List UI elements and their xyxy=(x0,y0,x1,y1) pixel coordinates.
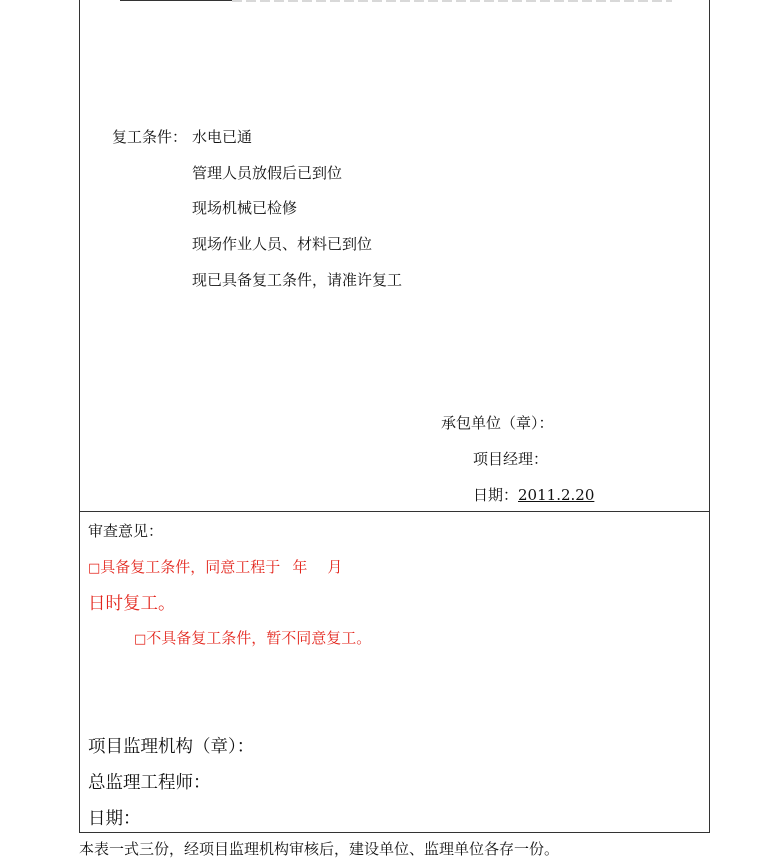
form-table-border xyxy=(79,0,710,833)
condition-item: 现场机械已检修 xyxy=(192,199,298,217)
application-date xyxy=(473,484,594,505)
application-date-label: 日期： xyxy=(473,486,519,504)
cropped-top-text-line xyxy=(232,0,672,2)
chief-engineer-label: 总监理工程师： xyxy=(88,773,211,793)
contractor-seal-label: 承包单位（章）： xyxy=(441,414,554,432)
reject-option xyxy=(134,627,371,648)
review-date-label: 日期： xyxy=(88,809,141,829)
project-manager-label: 项目经理： xyxy=(473,450,549,468)
condition-item: 现场作业人员、材料已到位 xyxy=(192,235,373,253)
section-divider xyxy=(79,511,710,512)
approve-checkbox-icon[interactable]: □ xyxy=(88,561,101,576)
approve-option-line2: 日时复工。 xyxy=(88,594,176,614)
top-fill-in-underline xyxy=(120,0,232,1)
resume-conditions-label: 复工条件： xyxy=(112,128,188,146)
approve-option-year: 年 xyxy=(292,558,308,576)
condition-item: 现已具备复工条件，请准许复工 xyxy=(192,271,403,289)
reject-option-text: 不具备复工条件，暂不同意复工。 xyxy=(146,629,372,647)
approve-option-month: 月 xyxy=(327,558,343,576)
footnote: 本表一式三份，经项目监理机构审核后，建设单位、监理单位各存一份。 xyxy=(79,840,560,858)
supervision-agency-label: 项目监理机构（章）： xyxy=(88,737,255,757)
reject-checkbox-icon[interactable]: □ xyxy=(134,632,147,647)
application-date-value: 2011.2.20 xyxy=(518,486,595,504)
review-opinion-label: 审查意见： xyxy=(88,522,164,540)
approve-option-text: 具备复工条件，同意工程于 xyxy=(100,558,281,576)
condition-item: 水电已通 xyxy=(192,128,253,146)
condition-item: 管理人员放假后已到位 xyxy=(192,164,343,182)
approve-option-line1 xyxy=(88,556,342,577)
